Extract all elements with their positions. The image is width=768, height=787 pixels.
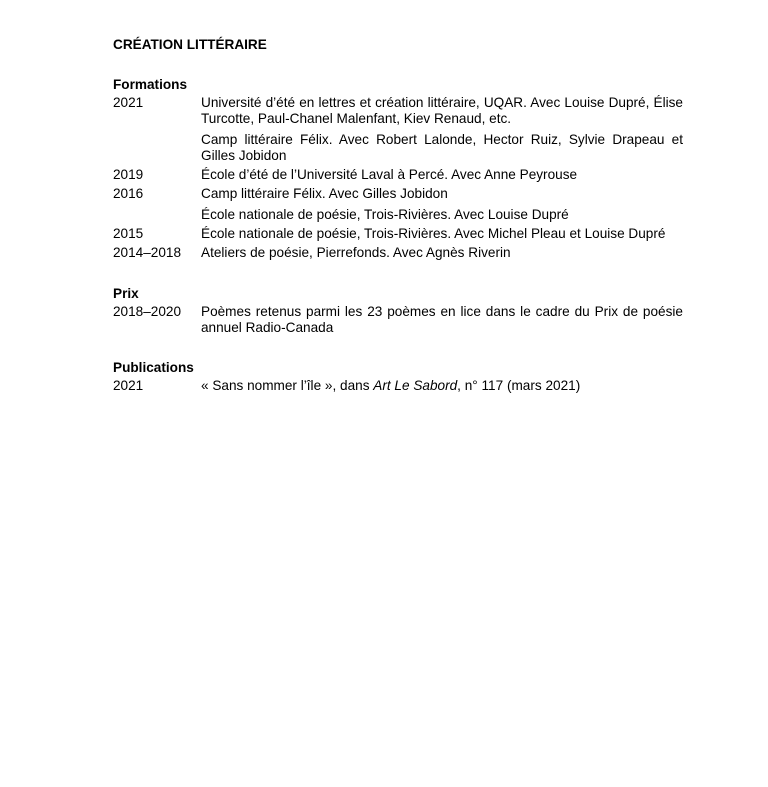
prix-entry: [113, 304, 683, 336]
formations-section: [113, 76, 683, 261]
publications-heading: Publications: [113, 360, 194, 375]
formation-entry: [113, 207, 683, 223]
entry-description: Camp littéraire Félix. Avec Gilles Jobidon: [201, 186, 448, 201]
prix-heading: Prix: [113, 286, 139, 301]
publication-journal-title: Art Le Sabord: [373, 378, 458, 393]
entry-description: Université d’été en lettres et création littéraire, UQAR. Avec Louise Dupré, Élise Turcotte, Paul-Chanel Malenfant, Kiev Renaud, etc.: [201, 95, 683, 126]
formation-entry: [113, 167, 683, 183]
formation-entry: [113, 186, 683, 202]
entry-year: 2019: [113, 167, 144, 182]
formations-heading: Formations: [113, 77, 188, 92]
entry-description: École d’été de l’Université Laval à Percé. Avec Anne Peyrouse: [201, 167, 578, 182]
entry-year: 2021: [113, 95, 144, 110]
entry-description: [201, 378, 683, 394]
publication-entry: [113, 378, 683, 394]
entry-year: [113, 132, 201, 164]
entry-description: Camp littéraire Félix. Avec Robert Lalonde, Hector Ruiz, Sylvie Drapeau et Gilles Jobidon: [201, 132, 683, 163]
entry-description: Ateliers de poésie, Pierrefonds. Avec Agnès Riverin: [201, 245, 511, 260]
entry-year: 2014–2018: [113, 245, 182, 260]
entry-year: 2021: [113, 378, 144, 393]
entry-year: 2018–2020: [113, 304, 182, 319]
publications-section: [113, 359, 683, 394]
formation-entry: [113, 226, 683, 242]
prix-section: [113, 285, 683, 336]
entry-description: Poèmes retenus parmi les 23 poèmes en lice dans le cadre du Prix de poésie annuel Radio-Canada: [201, 304, 683, 335]
entry-description: École nationale de poésie, Trois-Rivières. Avec Louise Dupré: [201, 207, 569, 222]
entry-description: École nationale de poésie, Trois-Rivières. Avec Michel Pleau et Louise Dupré: [201, 226, 666, 241]
publication-text-before: « Sans nommer l’île », dans: [201, 378, 374, 393]
formation-entry: [113, 245, 683, 261]
formation-entry: [113, 95, 683, 127]
publication-text-after: , n° 117 (mars 2021): [457, 378, 581, 393]
formation-entry: [113, 132, 683, 164]
document-title: CRÉATION LITTÉRAIRE: [113, 37, 267, 52]
entry-year: 2016: [113, 186, 144, 201]
entry-year: [113, 207, 201, 223]
entry-year: 2015: [113, 226, 144, 241]
